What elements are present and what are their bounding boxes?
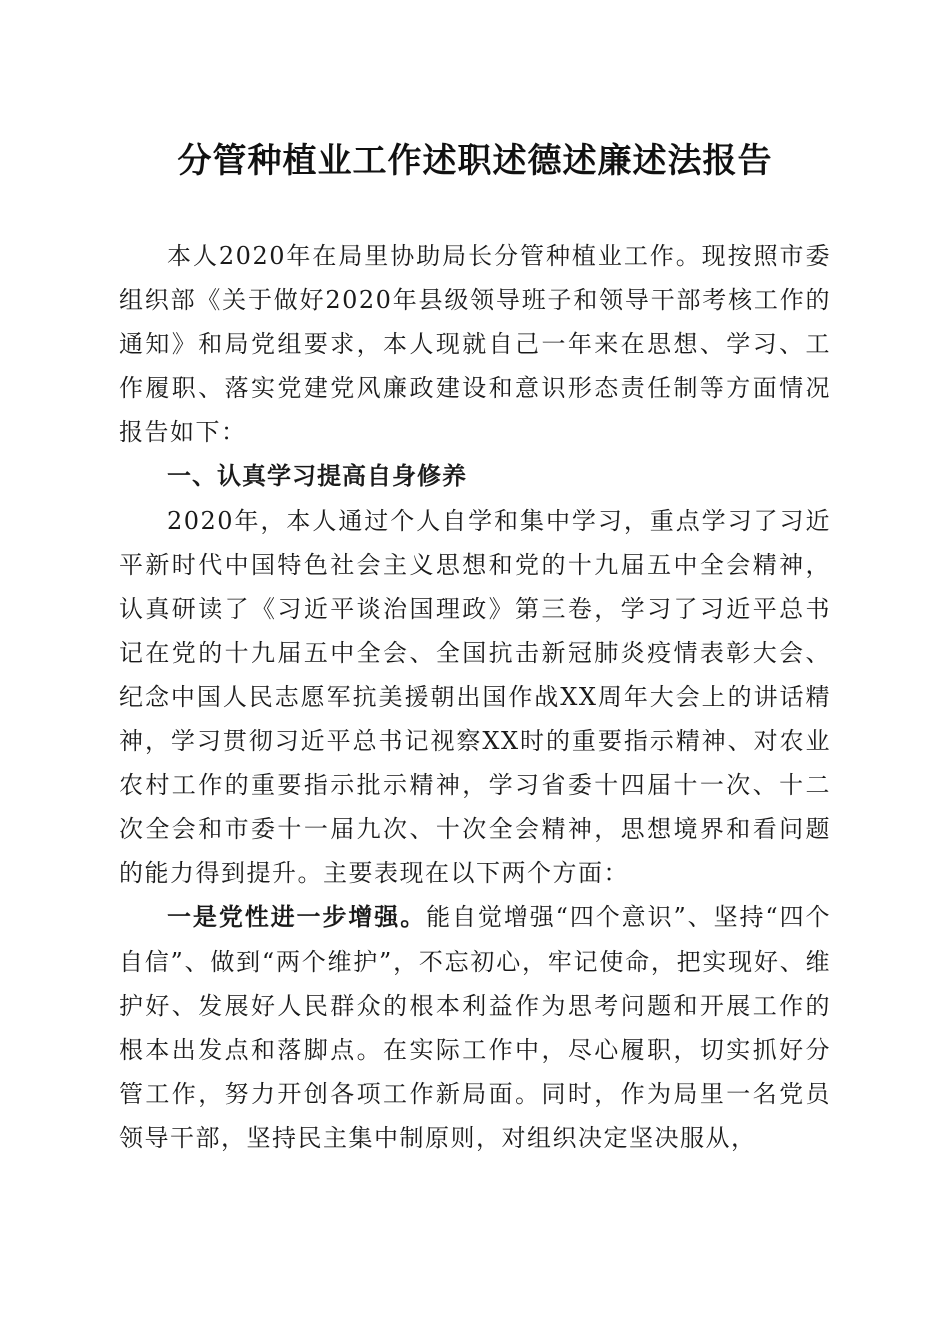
intro-paragraph: 本人2020年在局里协助局长分管种植业工作。现按照市委组织部《关于做好2020年县级领导班子和领导干部考核工作的通知》和局党组要求，本人现就自己一年来在思想、学习、工作履职、落实党建党风廉政建设和意识形态责任制等方面情况报告如下：: [119, 242, 831, 447]
section-heading-1: 一、认真学习提高自身修养: [167, 462, 467, 491]
point-1-paragraph: [119, 895, 831, 1160]
point-1-lead: 一是党性进一步增强。: [167, 902, 427, 932]
document-title: 分管种植业工作述职述德述廉述法报告: [177, 141, 773, 181]
document-body: [119, 234, 831, 1160]
section-1-paragraph: 2020年，本人通过个人自学和集中学习，重点学习了习近平新时代中国特色社会主义思想和党的十九届五中全会精神，认真研读了《习近平谈治国理政》第三卷，学习了习近平总书记在党的十九届五中全会、全国抗击新冠肺炎疫情表彰大会、纪念中国人民志愿军抗美援朝出国作战XX周年大会上的讲话精神，学习贯彻习近平总书记视察XX时的重要指示精神、对农业农村工作的重要指示批示精神，学习省委十四届十一次、十二次全会和市委十一届九次、十次全会精神，思想境界和看问题的能力得到提升。主要表现在以下两个方面：: [119, 506, 831, 888]
point-1-text: 能自觉增强“四个意识”、坚持“四个自信”、做到“两个维护”，不忘初心，牢记使命，把实现好、维护好、发展好人民群众的根本利益作为思考问题和开展工作的根本出发点和落脚点。在实际工作中，尽心履职，切实抓好分管工作，努力开创各项工作新局面。同时，作为局里一名党员领导干部，坚持民主集中制原则，对组织决定坚决服从，: [119, 903, 832, 1152]
